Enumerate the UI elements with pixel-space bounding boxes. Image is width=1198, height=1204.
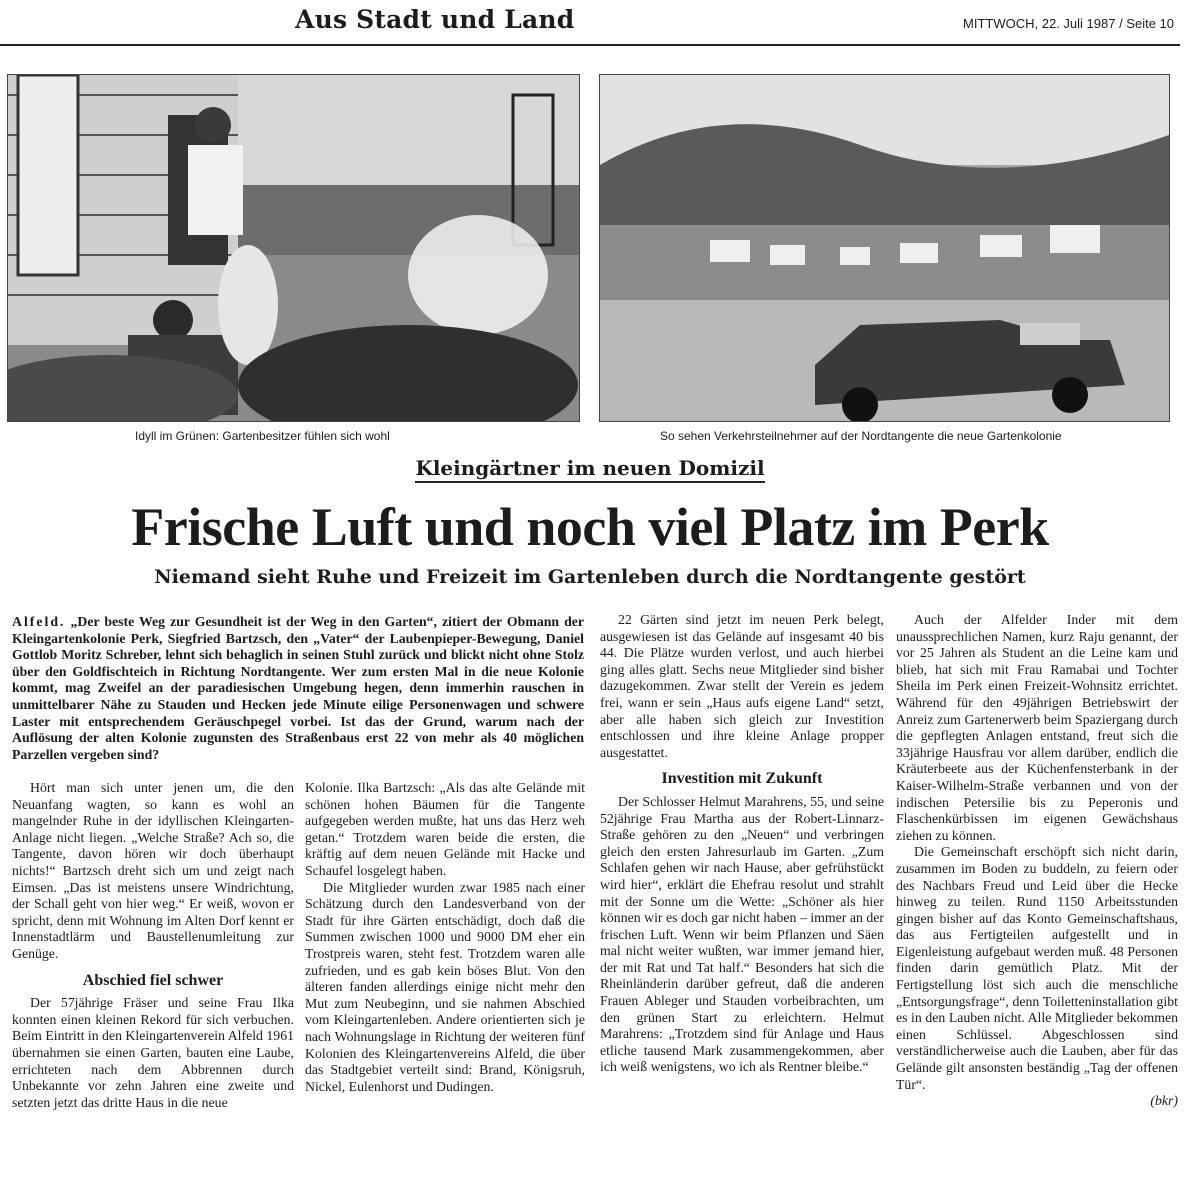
car-road-photo — [599, 74, 1170, 422]
col2-paragraph-2: Die Mitglieder wurden zwar 1985 nach einer Schätzung durch den Landesverband von der Stadt für ihre Gärten entschädigt, doch daß die Summen zwischen 1000 und 9000 DM eher ein Trostpreis waren, steht fest. Trotzdem waren alle zufrieden, und es gab kein böses Blut. Von den älteren fanden allerdings einige nicht mehr den Mut zum Neubeginn, und sie nahmen Abschied vom Kleingartenleben. Andere orientierten sich je nach Wohnungslage in Richtung der weiteren fünf Kolonien des Kleingartenvereins Alfeld, die über das Stadtgebiet verteilt sind: Brand, Königsruh, Nickel, Eulenhorst und Dudingen. — [305, 879, 585, 1094]
column-4 — [896, 612, 1178, 1110]
column-3 — [600, 612, 884, 1076]
headline: Frische Luft und noch viel Platz im Perk — [131, 497, 1049, 557]
byline: (bkr) — [1150, 1093, 1178, 1109]
col4-paragraph-2: Die Gemeinschaft erschöpft sich nicht darin, zusammen im Boden zu buddeln, zu feiern oder des Nachbars Freud und Leid über die Hecke hinweg zu teilen. Rund 1150 Arbeitsstunden gingen bisher auf das Konto Gemeinschaftshaus, das aus Fertigteilen aufgestellt und in Eigenleistung aufgebaut werden muß. 48 Personen finden darin gemütlich Platz. Mit der Fertigstellung löst sich auch die menschliche „Entsorgungsfrage“, denn Toiletteninstallation gibt es in den Lauben nicht. Alle Mitglieder bekommen einen Schlüssel. Abgeschlossen sind verständlicherweise auch die Lauben, aber für das Gelände gilt ansonsten beständig „Tag der offenen Tür“. — [896, 844, 1178, 1092]
lead-paragraph — [12, 614, 584, 763]
col1-subheading: Abschied fiel schwer — [82, 971, 224, 989]
garden-photo — [7, 74, 580, 422]
col2-paragraph-1: Kolonie. Ilka Bartzsch: „Als das alte Gelände mit schönen hohen Bäumen für die Tangente aufgegeben werden mußte, hat uns das Herz weh getan.“ Trotzdem waren beide die ersten, die kräftig auf dem neuen Gelände mit Hacke und Schaufel losgelegt haben. — [305, 780, 585, 878]
column-1 — [12, 780, 294, 1111]
col1-paragraph-2: Der 57jährige Fräser und seine Frau Ilka konnten einen kleinen Rekord für sich verbuchen. Beim Eintritt in den Kleingartenverein Alfeld 1961 übernahmen sie einen Garten, bauten eine Laube, errichteten nach dem Abbrennen durch Unbekannte vor zehn Jahren eine zweite und setzten jetzt das dritte Haus in die neue — [12, 995, 295, 1110]
photo-caption-left: Idyll im Grünen: Gartenbesitzer fühlen sich wohl — [135, 429, 390, 443]
kicker — [0, 456, 1180, 480]
masthead — [0, 0, 1180, 46]
lead-text: „Der beste Weg zur Gesundheit ist der Weg in den Garten“, zitiert der Obmann der Kleingartenkolonie Perk, Siegfried Bartzsch, den „Vater“ der Laubenpieper-Bewegung, Daniel Gottlob Moritz Schreber, lehnt sich behaglich in seinen Stuhl zurück und blickt nicht ohne Stolz über den Goldfischteich in Richtung Nordtangente. Wer zum ersten Mal in die neue Kolonie kommt, mag Zweifel an der paradiesischen Umgebung hegen, denn immerhin rauschen in unmittelbarer Nähe zu Stauden und Hecken jede Minute eilige Personenwagen und schwere Laster mit entsprechendem Geräuschpegel vorbei. Ist das der Grund, warum nach der Auflösung der alten Kolonie zugunsten des Straßenbaus erst 22 von mehr als 40 möglichen Parzellen vergeben sind? — [12, 614, 584, 762]
col3-paragraph-2: Der Schlosser Helmut Marahrens, 55, und seine 52jährige Frau Martha aus der Robert-Linnarz-Straße gehören zu den „Neuen“ und verbringen gleich den ersten Jahresurlaub im Garten. „Zum Schlafen gehen wir nach Hause, aber gefrühstückt wird hier“, erklärt die Ehefrau resolut und strahlt mit der Sonne um die Wette: „Schöner als hier können wir es doch gar nicht haben – immer an der frischen Luft. Wenn wir beim Pflanzen und Säen mal nicht weiter wußten, war immer jemand hier, der mit Rat und Tat half.“ Besonders hat sich die Rheinländerin darüber gefreut, daß die anderen Frauen Ableger und Stauden vorbeibrachten, um den grünen Start zu erleichtern. Helmut Marahrens: „Trotzdem sind für Anlage und Haus etliche tausend Mark zusammengekommen, aber ich weiß wenigstens, wo ich als Rentner bleibe.“ — [600, 793, 884, 1075]
photo-caption-right: So sehen Verkehrsteilnehmer auf der Nordtangente die neue Gartenkolonie — [660, 429, 1062, 443]
kicker-text: Kleingärtner im neuen Domizil — [415, 456, 764, 483]
col4-paragraph-1: Auch der Alfelder Inder mit dem unaussprechlichen Namen, kurz Raju genannt, der vor 25 Jahren als Student an die Leine kam und blieb, hat sich mit Frau Ramabai und Tochter Sheila im Perk einen Freizeit-Wohnsitz errichtet. Während für den 49jährigen Betriebswirt der Anreiz zum Gartenerwerb beim Spaziergang durch die gepflegten Anlagen entstand, freut sich die 33jährige Hausfrau vor allem darüber, endlich die Kräuterbeete aus der Küchenfensterbank in der Kaiser-Wilhelm-Straße verbannen und von der indischen Petersilie bis zu Peperonis und Flaschenkürbissen im eigenen Gewächshaus ziehen zu können. — [896, 612, 1178, 843]
col3-paragraph-1: 22 Gärten sind jetzt im neuen Perk belegt, ausgewiesen ist das Gelände auf insgesamt 40 bis 44. Die Plätze wurden verlost, und auch hierbei ging alles glatt. Sechs neue Mitglieder sind bisher dazugekommen. Zwar stellt der Verein es jedem frei, wann er sein „Haus aufs eigene Land“ setzt, aber alle haben sich gleich zur Investition entschlossen und ihre kleine Anlage propper ausgestattet. — [600, 612, 884, 760]
col3-subheading: Investition mit Zukunft — [661, 770, 823, 788]
subheadline: Niemand sieht Ruhe und Freizeit im Gartenleben durch die Nordtangente gestört — [154, 566, 1026, 588]
section-title: Aus Stadt und Land — [295, 5, 575, 34]
col1-paragraph-1: Hört man sich unter jenen um, die den Neuanfang wagten, so kann es wohl an mangelnder Ruhe in der idyllischen Kleingarten-Anlage nicht liegen. „Welche Straße? Ach so, die Tangente, davon hören wir doch überhaupt nichts!“ Bartzsch dreht sich um und zeigt nach Eimsen. „Das ist meistens unsere Windrichtung, der Schall geht von hier weg.“ Er weiß, wovon er spricht, denn mit Wohnung im Alten Dorf kennt er Innenstadtlärm und Baustellenumleitung zur Genüge. — [12, 780, 294, 961]
dateline: MITTWOCH, 22. Juli 1987 / Seite 10 — [963, 16, 1174, 31]
column-2 — [305, 780, 585, 1095]
lead-place: Alfeld. — [12, 614, 66, 629]
